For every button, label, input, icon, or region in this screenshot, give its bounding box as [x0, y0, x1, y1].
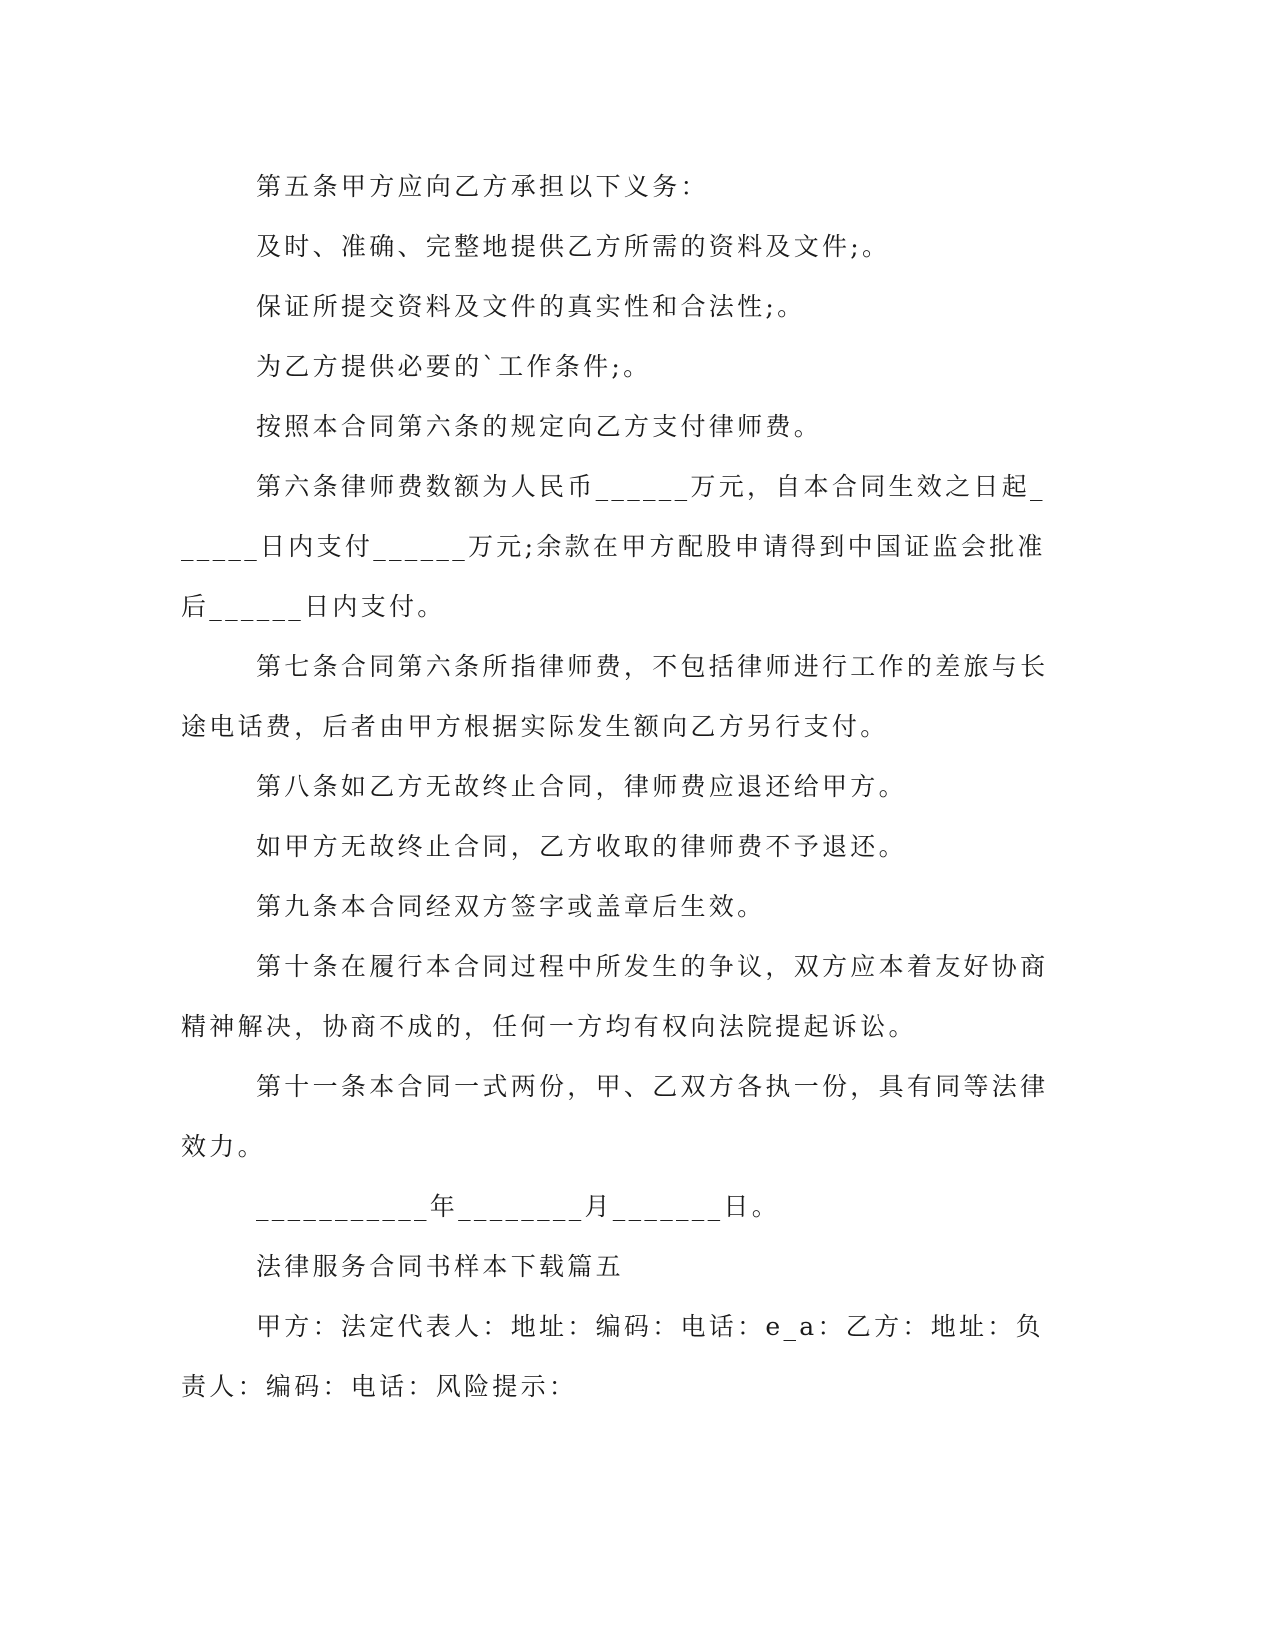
- article-9: 第九条本合同经双方签字或盖章后生效。: [256, 892, 766, 921]
- article-5-item-1: 及时、准确、完整地提供乙方所需的资料及文件;。: [256, 232, 891, 261]
- article-8-continued: 如甲方无故终止合同，乙方收取的律师费不予退还。: [256, 832, 907, 861]
- article-8: 第八条如乙方无故终止合同，律师费应退还给甲方。: [256, 772, 907, 801]
- article-5-item-3: 为乙方提供必要的`工作条件;。: [256, 352, 652, 381]
- article-11: 第十一条本合同一式两份，甲、乙双方各执一份，具有同等法律效力。: [181, 1072, 1049, 1161]
- article-7: 第七条合同第六条所指律师费，不包括律师进行工作的差旅与长途电话费，后者由甲方根据实际发生额向乙方另行支付。: [181, 652, 1049, 741]
- section-title: 法律服务合同书样本下载篇五: [256, 1252, 624, 1281]
- document-body: [181, 157, 1061, 1417]
- article-10: 第十条在履行本合同过程中所发生的争议，双方应本着友好协商精神解决，协商不成的，任何一方均有权向法院提起诉讼。: [181, 952, 1049, 1041]
- article-6: 第六条律师费数额为人民币______万元，自本合同生效之日起______日内支付______万元;余款在甲方配股申请得到中国证监会批准后______日内支付。: [181, 472, 1046, 621]
- article-5-item-4: 按照本合同第六条的规定向乙方支付律师费。: [256, 412, 823, 441]
- article-5-heading: 第五条甲方应向乙方承担以下义务：: [256, 172, 709, 201]
- parties-info: 甲方：法定代表人：地址：编码：电话：e_a：乙方：地址：负责人：编码：电话：风险提示：: [181, 1312, 1044, 1401]
- signature-date-line: ___________年________月_______日。: [256, 1192, 780, 1221]
- article-5-item-2: 保证所提交资料及文件的真实性和合法性;。: [256, 292, 806, 321]
